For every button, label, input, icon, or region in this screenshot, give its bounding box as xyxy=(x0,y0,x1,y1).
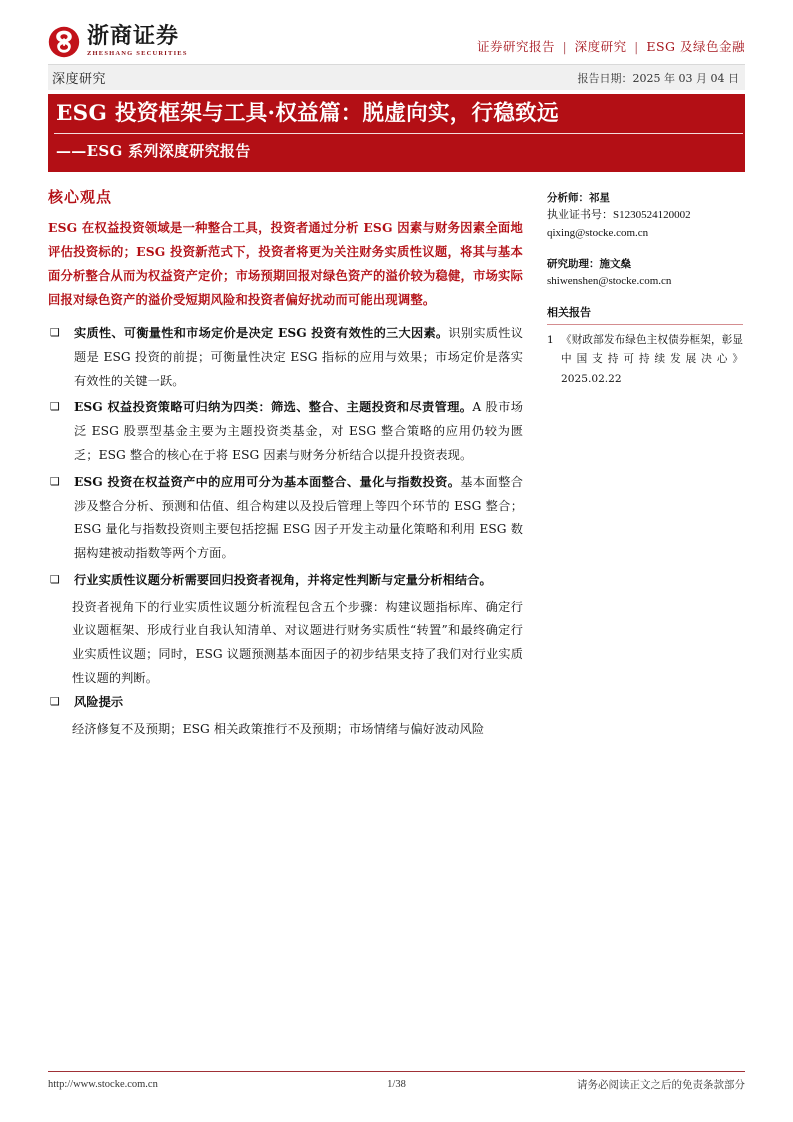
bullet-rest-text: 识别实质性议题是 ESG 投资的前提；可衡量性决定 ESG 指标的应用与效果；市场定价是落实有效性的关键一跃。 xyxy=(74,326,524,388)
square-bullet-icon: ❑ xyxy=(50,572,60,586)
bullet-text xyxy=(74,471,523,566)
footer-row xyxy=(48,1077,745,1092)
bullet-lead-text: ESG 权益投资策略可归纳为四类：筛选、整合、主题投资和尽责管理。 xyxy=(74,400,473,415)
assistant-name: 研究助理：施文燊 xyxy=(547,257,631,270)
logo-company-name-en: ZHESHANG SECURITIES xyxy=(87,50,188,58)
title-divider xyxy=(54,133,743,134)
square-bullet-icon: ❑ xyxy=(50,326,60,340)
main-column xyxy=(48,186,523,741)
list-item[interactable] xyxy=(547,331,743,390)
zheshang-logo-icon xyxy=(48,26,80,58)
square-bullet-icon: ❑ xyxy=(50,474,60,488)
core-views-summary: ESG 在权益投资领域是一种整合工具，投资者通过分析 ESG 因素与财务因素全面地评估投资标的；ESG 投资新范式下，投资者将更为关注财务实质性议题，将其与基本面分析整合从而为权益资产定价；市场预期回报对绿色资产的溢价较为稳健，市场实际回报对绿色资产的溢价受短期风险和投资者偏好扰动而可能出现调整。 xyxy=(48,220,523,308)
category-deep-research: 深度研究 xyxy=(574,39,627,54)
list-item xyxy=(48,471,523,566)
bullet-detail-text: 投资者视角下的行业实质性议题分析流程包含五个步骤：构建议题指标库、确定行业议题框架、形成行业自我认知清单、对议题进行财务实质性“转置”和最终确定行业实质性议题；同时，ESG 议题预测基本面因子的初步结果支持了我们对行业实质性议题的判断。 xyxy=(72,599,523,686)
title-block xyxy=(48,94,745,172)
assistant-block xyxy=(547,256,743,291)
company-logo xyxy=(48,26,188,58)
list-item xyxy=(48,691,523,715)
page-number: 1/38 xyxy=(387,1079,406,1090)
related-reports-block xyxy=(547,304,743,390)
footer-divider xyxy=(48,1071,745,1072)
core-views-heading: 核心观点 xyxy=(48,188,113,207)
analyst-certificate: 执业证书号：S1230524120002 xyxy=(547,209,691,222)
analyst-name: 分析师：祁星 xyxy=(547,192,610,205)
report-category-line xyxy=(477,37,745,58)
core-views-bullet-list xyxy=(48,322,523,741)
category-research-report: 证券研究报告 xyxy=(476,39,555,54)
report-date: 报告日期：2025 年 03 月 04 日 xyxy=(577,71,739,85)
content-columns xyxy=(48,186,745,741)
square-bullet-icon: ❑ xyxy=(50,694,60,708)
bullet-text xyxy=(74,691,523,715)
bullet-lead-text: 实质性、可衡量性和市场定价是决定 ESG 投资有效性的三大因素。 xyxy=(74,326,449,341)
risk-warning-text: 经济修复不及预期；ESG 相关政策推行不及预期；市场情绪与偏好波动风险 xyxy=(72,721,485,736)
square-bullet-icon: ❑ xyxy=(50,400,60,414)
assistant-email[interactable]: shiwenshen@stocke.com.cn xyxy=(547,274,672,287)
risk-warning-heading: 风险提示 xyxy=(74,694,124,709)
footer-disclaimer: 请务必阅读正文之后的免责条款部分 xyxy=(577,1079,745,1091)
related-report-index: 1 xyxy=(547,333,554,346)
related-reports-divider xyxy=(547,324,743,325)
footer-website-link[interactable]: http://www.stocke.com.cn xyxy=(48,1079,158,1090)
bullet-text xyxy=(74,569,523,593)
bullet-text xyxy=(74,396,523,467)
masthead xyxy=(48,0,745,58)
list-item xyxy=(48,396,523,467)
category-separator-2: | xyxy=(634,39,639,54)
bullet-text xyxy=(74,322,523,393)
bullet-lead-text: 行业实质性议题分析需要回归投资者视角，并将定性判断与定量分析相结合。 xyxy=(74,572,492,587)
analyst-email[interactable]: qixing@stocke.com.cn xyxy=(547,227,649,240)
page-title: ESG 投资框架与工具·权益篇：脱虚向实，行稳致远 xyxy=(56,101,559,126)
list-item xyxy=(48,569,523,593)
category-separator-1: | xyxy=(562,39,568,54)
category-esg-green-finance: ESG 及绿色金融 xyxy=(646,39,745,54)
related-reports-heading: 相关报告 xyxy=(547,305,591,319)
page-subtitle: ——ESG 系列深度研究报告 xyxy=(56,142,251,161)
logo-company-name-cn: 浙商证券 xyxy=(87,24,180,50)
report-type-label: 深度研究 xyxy=(52,72,107,87)
bullet-lead-text: ESG 投资在权益资产中的应用可分为基本面整合、量化与指数投资。 xyxy=(74,474,461,489)
report-type-strip xyxy=(48,64,745,90)
sidebar-column xyxy=(547,186,743,741)
logo-text xyxy=(87,26,188,58)
bullet-rest-text: A 股市场泛 ESG 股票型基金主要为主题投资类基金，对 ESG 整合策略的应用仍较为匮乏；ESG 整合的核心在于将 ESG 因素与财务分析结合以提升投资表现。 xyxy=(74,400,523,462)
bullet-rest-text: 基本面整合涉及整合分析、预测和估值、组合构建以及投后管理上等四个环节的 ESG 整合；ESG 量化与指数投资则主要包括挖掘 ESG 因子开发主动量化策略和利用 ESG 数据构建被动指数等两个方面。 xyxy=(74,474,523,561)
related-report-title[interactable]: 《财政部发布绿色主权债券框架，彰显中国支持可持续发展决心》 2025.02.22 xyxy=(561,333,743,385)
list-item xyxy=(48,322,523,393)
page-footer xyxy=(48,1071,745,1092)
analyst-block xyxy=(547,190,743,243)
